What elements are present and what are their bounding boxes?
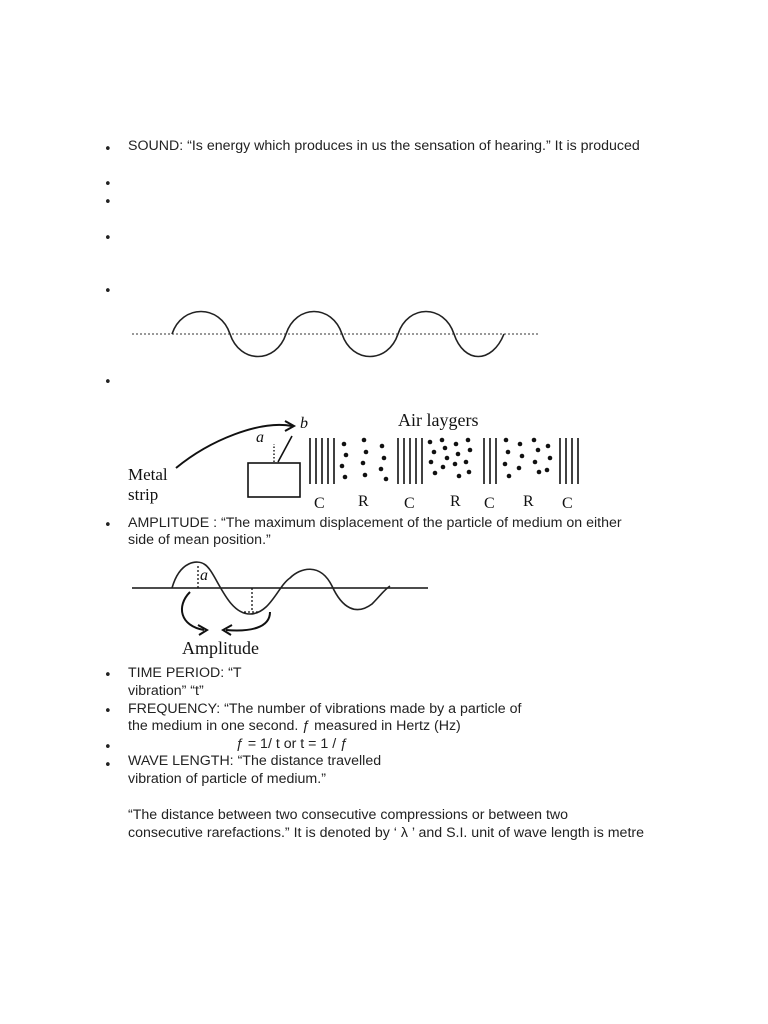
label-b: b — [300, 415, 308, 432]
compression-lines — [310, 438, 578, 484]
air-layers-figure — [120, 400, 590, 515]
amplitude-arrow-left — [182, 592, 204, 630]
wavelength-line1: WAVE LENGTH: “The distance travelled — [128, 753, 382, 769]
strip-base — [248, 463, 300, 497]
metal-label: Metal — [128, 465, 168, 484]
layer-label: C — [562, 495, 573, 512]
amplitude-caption: Amplitude — [182, 638, 259, 658]
vibrating-strip — [278, 436, 292, 462]
wavelength-definition-line2: consecutive rarefactions.” It is denoted by ‘ λ ’ and S.I. unit of wave length is metre — [128, 825, 645, 841]
sound-definition: SOUND: “Is energy which produces in us the sensation of hearing.” It is produced — [128, 138, 640, 154]
bullet-marker: • — [104, 284, 112, 299]
bullet-marker: • — [104, 668, 112, 683]
wavelength-line2: vibration of particle of medium.” — [128, 771, 326, 787]
bullet-marker: • — [104, 195, 112, 210]
bullet-marker: • — [104, 518, 112, 533]
frequency-line2: the medium in one second. ƒ measured in Hertz (Hz) — [128, 718, 461, 734]
amplitude-definition-line2: side of mean position.” — [128, 532, 271, 548]
bullet-marker: • — [104, 758, 112, 773]
bullet-marker: • — [104, 375, 112, 390]
rarefaction-dots — [340, 438, 553, 482]
layer-label: C — [314, 495, 325, 512]
amplitude-definition-line1: AMPLITUDE : “The maximum displacement of the particle of medium on either — [128, 515, 622, 531]
layer-label: C — [484, 495, 495, 512]
frequency-line1: FREQUENCY: “The number of vibrations made by a particle of — [128, 701, 522, 717]
frequency-formula: ƒ = 1/ t or t = 1 / ƒ — [236, 736, 348, 752]
time-period-line1: TIME PERIOD: “T — [128, 665, 242, 681]
layer-label: C — [404, 495, 415, 512]
layer-label: R — [358, 493, 369, 510]
bullet-marker: • — [104, 740, 112, 755]
bullet-marker: • — [104, 231, 112, 246]
bullet-marker: • — [104, 704, 112, 719]
bullet-marker: • — [104, 177, 112, 192]
amplitude-label-a: a — [200, 567, 208, 584]
air-layers-title: Air laygers — [398, 410, 479, 430]
time-period-line2: vibration” “t” — [128, 683, 204, 699]
layer-label: R — [450, 493, 461, 510]
sine-wave-figure — [120, 296, 560, 376]
bullet-marker: • — [104, 142, 112, 157]
wavelength-definition-line1: “The distance between two consecutive compressions or between two — [128, 807, 569, 823]
strip-label: strip — [128, 485, 159, 504]
amplitude-figure — [120, 556, 440, 660]
label-a: a — [256, 429, 264, 446]
layer-label: R — [523, 493, 534, 510]
amplitude-arrow-right — [226, 612, 270, 630]
